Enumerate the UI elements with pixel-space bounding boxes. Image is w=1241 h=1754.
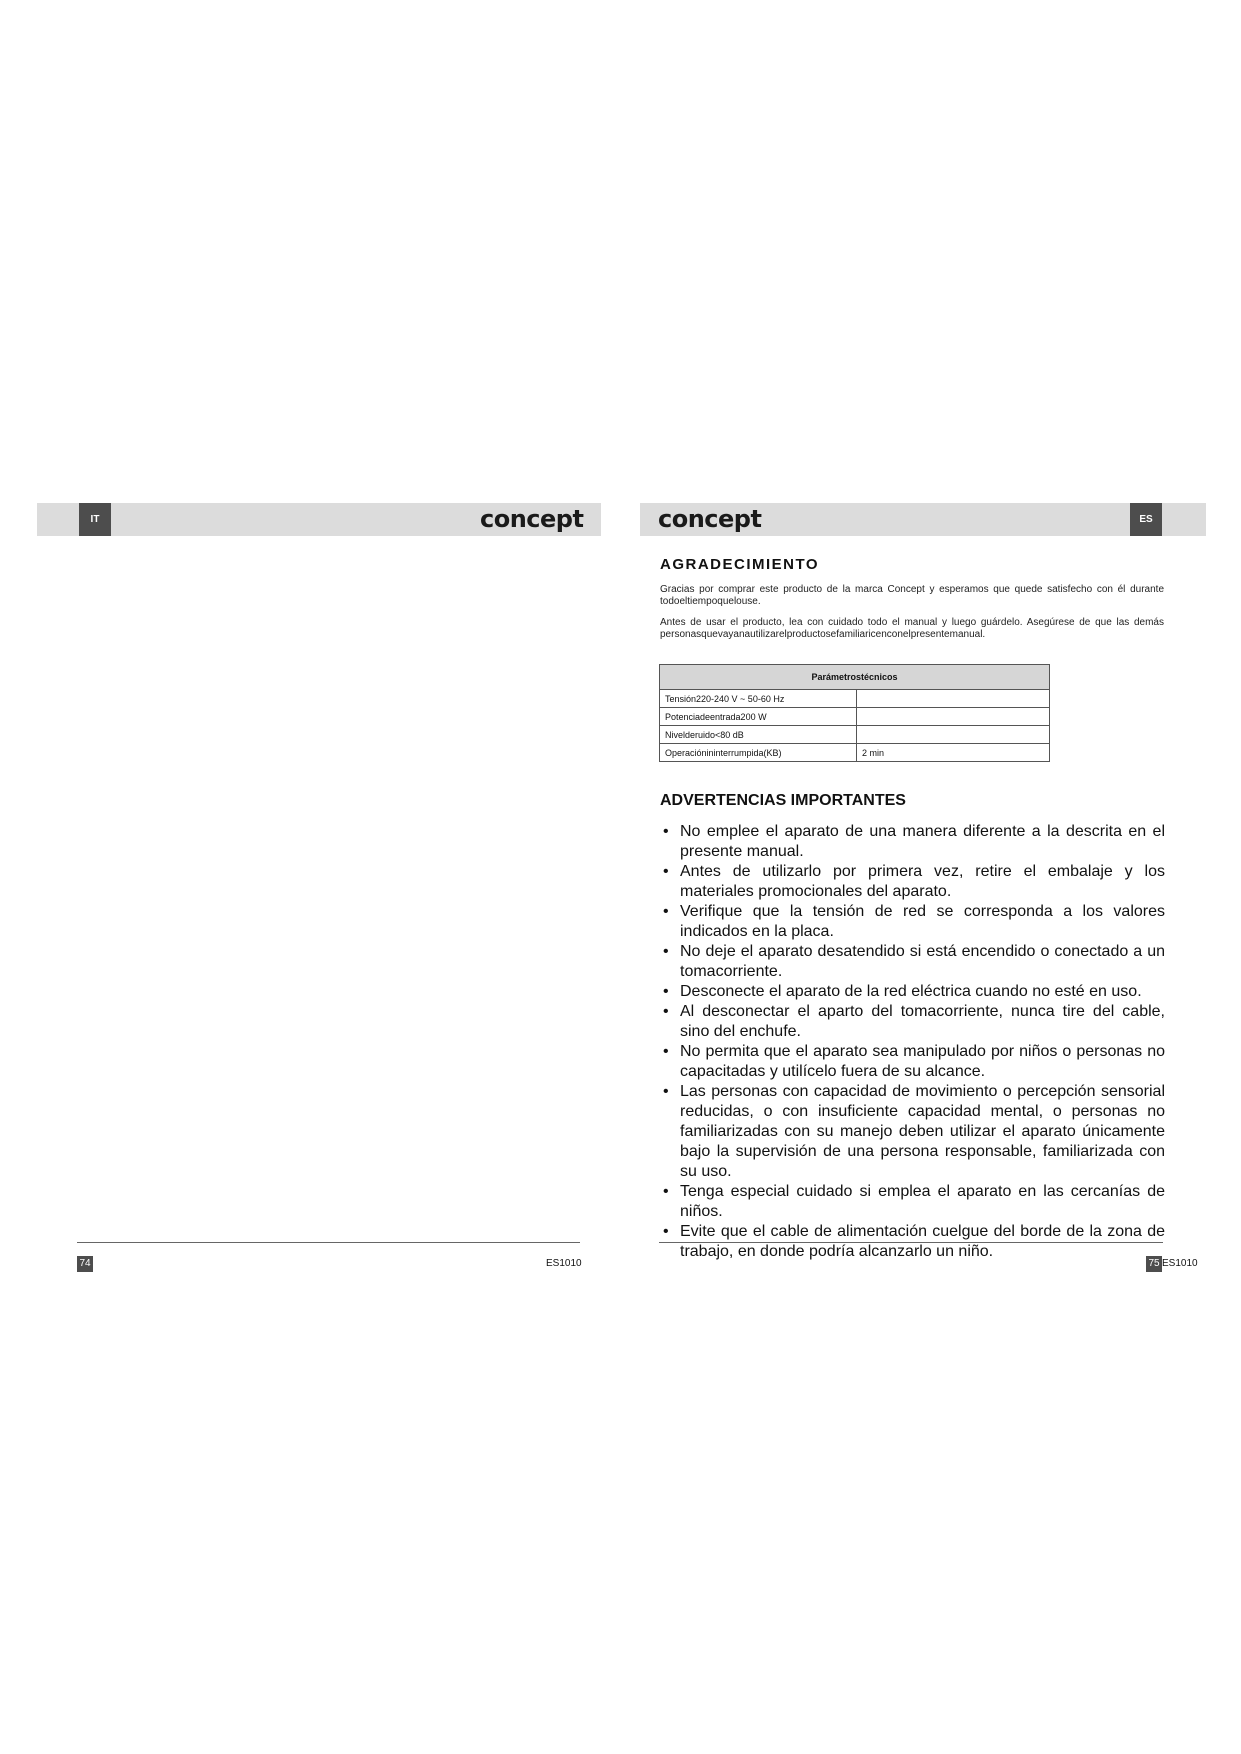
instructions-paragraph: Antes de usar el producto, lea con cuidado todo el manual y luego guárdelo. Asegúrese de que las demás personasquevayanautilizarelproductosefamiliaricenconelpresentemanual. <box>660 617 1164 640</box>
footer-rule-left <box>77 1242 580 1243</box>
section-title-agradecimiento: AGRADECIMIENTO <box>660 556 820 573</box>
param-value <box>857 690 1050 708</box>
list-item: • Verifique que la tensión de red se corresponda a los valores indicados en la placa. <box>660 902 1165 942</box>
warnings-list <box>660 822 1165 1262</box>
param-value <box>857 708 1050 726</box>
list-item: • No permita que el aparato sea manipulado por niños o personas no capacitadas y utilícelo fuera de su alcance. <box>660 1042 1165 1082</box>
list-item: • Tenga especial cuidado si emplea el aparato en las cercanías de niños. <box>660 1182 1165 1222</box>
list-item: • Desconecte el aparato de la red eléctrica cuando no esté en uso. <box>660 982 1165 1002</box>
list-item: • Al desconectar el aparto del tomacorriente, nunca tire del cable, sino del enchufe. <box>660 1002 1165 1042</box>
table-header: Parámetrostécnicos <box>660 665 1050 690</box>
model-number-left: ES1010 <box>546 1258 582 1269</box>
technical-parameters-table <box>659 664 1050 762</box>
param-value <box>857 726 1050 744</box>
list-item: • No deje el aparato desatendido si está encendido o conectado a un tomacorriente. <box>660 942 1165 982</box>
param-label: Tensión220-240 V ~ 50-60 Hz <box>660 690 857 708</box>
brand-logo-right: concept <box>658 505 762 533</box>
section-title-advertencias: ADVERTENCIAS IMPORTANTES <box>660 792 906 809</box>
table-row <box>660 726 1050 744</box>
param-value: 2 min <box>857 744 1050 762</box>
param-label: Operaciónininterrumpida(KB) <box>660 744 857 762</box>
page-number-left: 74 <box>77 1256 93 1272</box>
table-row <box>660 744 1050 762</box>
list-item: • No emplee el aparato de una manera diferente a la descrita en el presente manual. <box>660 822 1165 862</box>
language-badge-es: ES <box>1130 503 1162 536</box>
table-row <box>660 690 1050 708</box>
list-item: • Evite que el cable de alimentación cuelgue del borde de la zona de trabajo, en donde podría alcanzarlo un niño. <box>660 1222 1165 1262</box>
model-number-right: ES1010 <box>1162 1258 1198 1269</box>
language-badge-it: IT <box>79 503 111 536</box>
page-number-right: 75 <box>1146 1256 1162 1272</box>
footer-rule-right <box>659 1242 1163 1243</box>
table-row <box>660 708 1050 726</box>
list-item: • Antes de utilizarlo por primera vez, retire el embalaje y los materiales promocionales del aparato. <box>660 862 1165 902</box>
brand-logo-left: concept <box>480 505 584 533</box>
intro-paragraph: Gracias por comprar este producto de la marca Concept y esperamos que quede satisfecho con él durante todoeltiempoquelouse. <box>660 584 1164 607</box>
param-label: Nivelderuido<80 dB <box>660 726 857 744</box>
list-item: • Las personas con capacidad de movimiento o percepción sensorial reducidas, o con insuficiente capacidad mental, o personas no familiarizadas con su manejo deben utilizar el aparato únicamente bajo la supervisión de una persona responsable, familiarizada con su uso. <box>660 1082 1165 1182</box>
param-label: Potenciadeentrada200 W <box>660 708 857 726</box>
